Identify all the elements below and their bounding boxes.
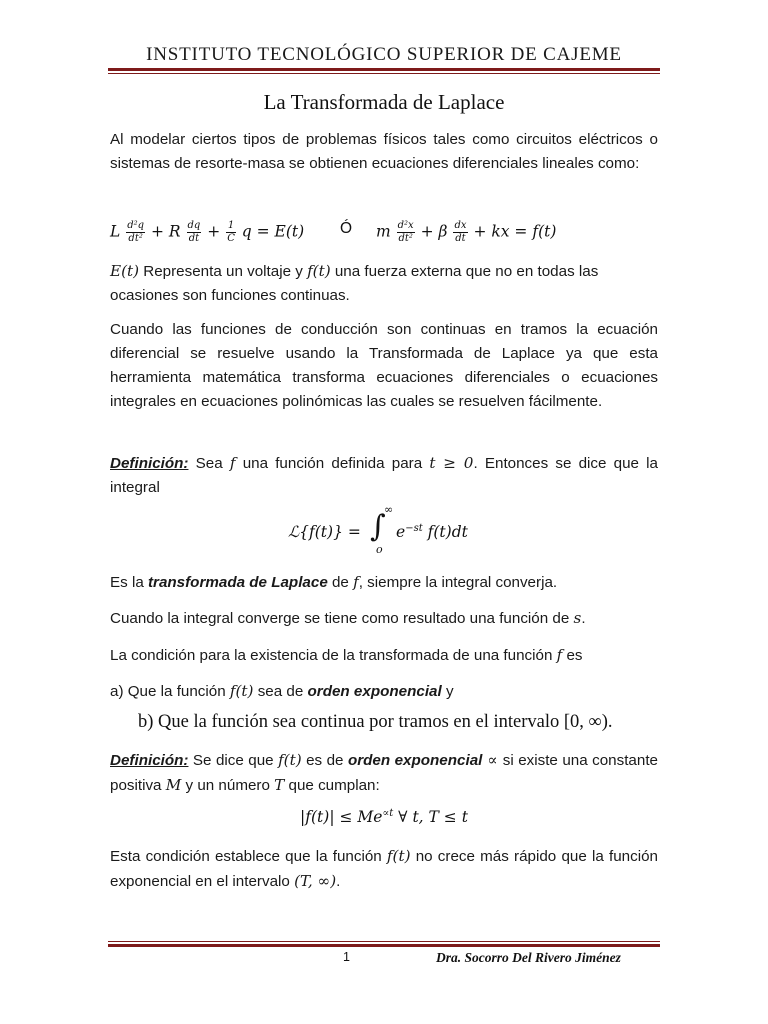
list-item-b: b) Que la función sea continua por tramos en el intervalo [0, ∞). <box>138 712 613 732</box>
definition-label: Definición: <box>110 752 189 769</box>
list-item-a: a) Que la función f(t) sea de orden exponencial y <box>110 682 454 700</box>
exponential-order-inequality: $|f(t)| \le Me^{\propto t}$ ∀ t, T ≤ t <box>300 808 468 827</box>
fraction-d2x-dt2: $\frac{\text{d²x}}{\text{dt²}}$ <box>397 220 414 244</box>
footer-rule-thin <box>108 941 660 942</box>
laplace-integral: ℒ{f(t)} = ∫ ∞ o $e^{-st}$ f(t)dt <box>288 503 468 556</box>
rlc-equation: L $\frac{\text{d²q}}{\text{dt²}}$ + R $\frac{dq}{dt}$ + $\frac{1}{C}$ q = E(t) <box>110 220 305 244</box>
integral-sign: ∫ <box>370 509 386 544</box>
paragraph-converge: Cuando la integral converge se tiene como resultado una función de s. <box>110 609 586 627</box>
spring-mass-equation: m $\frac{\text{d²x}}{\text{dt²}}$ + β $\frac{dx}{dt}$ + kx = f(t) <box>376 220 557 244</box>
paragraph-conduction: Cuando las funciones de conducción son continuas en tramos la ecuación diferencial se resuelve usando la Transformada de Laplace ya que esta herramienta matemática transforma ecuaciones diferenciales o ecuaciones integrales en ecuaciones polinómicas las cuales se resuelven fácilmente. <box>110 321 658 410</box>
lower-limit: o <box>376 543 383 556</box>
paragraph-laplace-transform: Es la transformada de Laplace de f, siempre la integral converja. <box>110 573 558 591</box>
document-title: La Transformada de Laplace <box>263 90 505 114</box>
paragraph-condition: La condición para la existencia de la transformada de una función f es <box>110 646 583 664</box>
fraction-dq-dt: $\frac{dq}{dt}$ <box>187 220 201 244</box>
fraction-1-c: $\frac{1}{C}$ <box>227 220 235 244</box>
footer-author: Dra. Socorro Del Rivero Jiménez <box>436 950 621 965</box>
intro-paragraph: Al modelar ciertos tipos de problemas físicos tales como circuitos eléctricos o sistemas de resorte-masa se obtienen ecuaciones diferenciales lineales como: <box>110 131 658 172</box>
definition-2: Definición: Se dice que f(t) es de orden exponencial ∝ si existe una constante positiva M y un número T que cumplan: <box>110 751 658 794</box>
header-institute: INSTITUTO TECNOLÓGICO SUPERIOR DE CAJEME <box>146 44 622 65</box>
definition-1: Definición: Sea f una función definida para t ≥ 0. Entonces se dice que la integral <box>110 454 658 496</box>
differential-equations <box>110 212 658 252</box>
paragraph-final: Esta condición establece que la función f(t) no crece más rápido que la función exponencial en el intervalo (T, ∞). <box>110 847 658 890</box>
fraction-d2q-dt2: $\frac{\text{d²q}}{\text{dt²}}$ <box>127 220 145 244</box>
footer-rule-thick <box>108 944 660 947</box>
fraction-dx-dt: $\frac{dx}{dt}$ <box>454 220 467 244</box>
header-rule-thick <box>108 68 660 71</box>
upper-limit: ∞ <box>384 503 394 516</box>
definition-label: Definición: <box>110 455 189 472</box>
header-rule-thin <box>108 73 660 74</box>
or-label: Ó <box>340 220 353 237</box>
paragraph-voltage-force: E(t) Representa un voltaje y f(t) una fuerza externa que no en todas las ocasiones son funciones continuas. <box>110 262 599 304</box>
page-number: 1 <box>343 950 350 964</box>
